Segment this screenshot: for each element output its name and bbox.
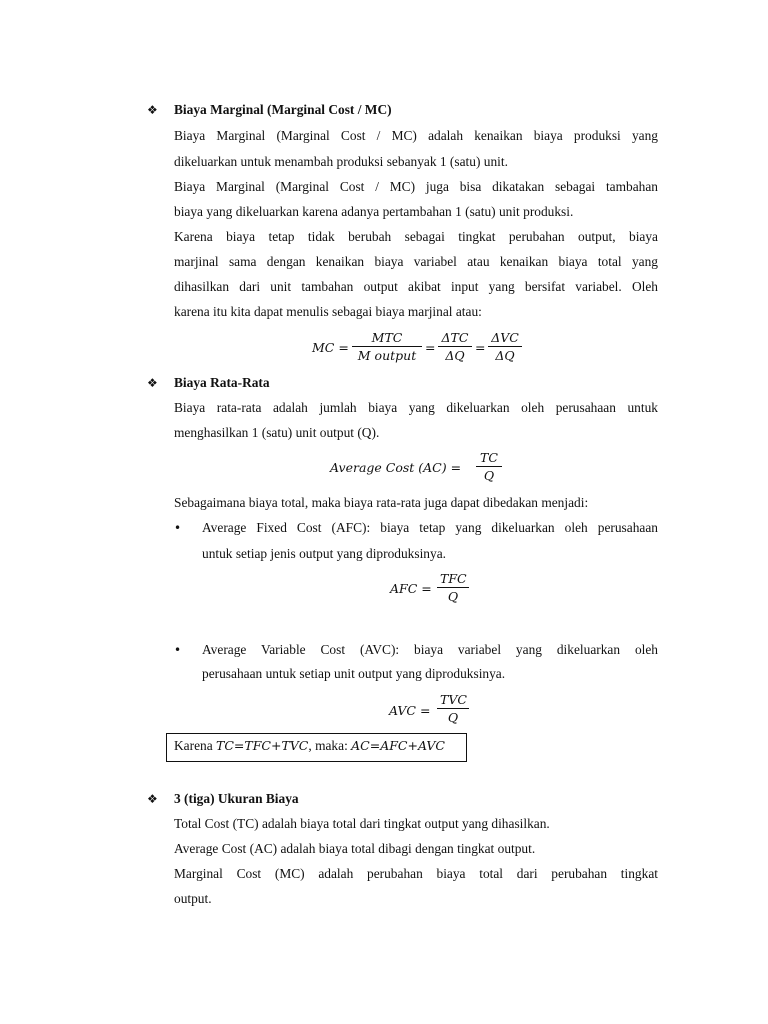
fraction-denominator: Q	[447, 589, 459, 604]
fraction-mtc-over-moutput	[352, 330, 422, 363]
paragraph-line: karena itu kita dapat menulis sebagai biaya marjinal atau:	[174, 304, 482, 319]
fraction-numerator: MTC	[352, 330, 422, 347]
fraction-denominator: Q	[483, 468, 495, 483]
fraction-numerator: TFC	[437, 571, 469, 588]
paragraph-line: dikeluarkan untuk menambah produksi sebanyak 1 (satu) unit.	[174, 154, 508, 169]
paragraph-line: Marginal Cost (MC) adalah perubahan biaya total dari perubahan tingkat	[174, 866, 658, 881]
paragraph-line: output.	[174, 891, 212, 906]
formula-equals: =	[475, 340, 486, 355]
paragraph-line: biaya yang dikeluarkan karena adanya pertambahan 1 (satu) unit produksi.	[174, 204, 574, 219]
fraction-numerator: ΔTC	[438, 330, 472, 347]
formula-ac-lhs: Average Cost (AC) =	[330, 460, 462, 475]
fraction-numerator: TVC	[437, 692, 469, 709]
list-item-line: Average Fixed Cost (AFC): biaya tetap yang dikeluarkan oleh perusahaan	[202, 520, 658, 535]
paragraph-line: menghasilkan 1 (satu) unit output (Q).	[174, 425, 380, 440]
fraction-denominator: M output	[357, 348, 417, 363]
formula-equals: =	[425, 340, 436, 355]
fraction-denominator: Q	[447, 710, 459, 725]
fraction-tc-over-q	[476, 450, 502, 483]
list-item-line: Average Variable Cost (AVC): biaya variabel yang dikeluarkan oleh	[202, 642, 658, 657]
fraction-dtc-over-dq	[438, 330, 472, 363]
fraction-numerator: ΔVC	[488, 330, 522, 347]
fraction-denominator: ΔQ	[445, 348, 465, 363]
relation-equation-tc: TC=TFC+TVC	[216, 738, 309, 753]
fraction-tvc-over-q	[437, 692, 469, 725]
round-bullet-icon: •	[174, 643, 182, 657]
fraction-tfc-over-q	[437, 571, 469, 604]
paragraph-line: dihasilkan dari unit tambahan output akibat input yang bersifat variabel. Oleh	[174, 279, 658, 294]
diamond-bullet-icon: ❖	[147, 103, 158, 117]
relation-prefix: Karena	[174, 738, 217, 753]
paragraph-line: Sebagaimana biaya total, maka biaya rata-rata juga dapat dibedakan menjadi:	[174, 495, 589, 510]
formula-afc-lhs: AFC =	[390, 581, 432, 596]
formula-mc-lhs: MC =	[312, 340, 349, 355]
paragraph-line: Average Cost (AC) adalah biaya total dibagi dengan tingkat output.	[174, 841, 536, 856]
diamond-bullet-icon: ❖	[147, 376, 158, 390]
fraction-dvc-over-dq	[488, 330, 522, 363]
round-bullet-icon: •	[174, 521, 182, 535]
section-heading-average-cost: Biaya Rata-Rata	[174, 375, 270, 390]
paragraph-line: Biaya Marginal (Marginal Cost / MC) juga bisa dikatakan sebagai tambahan	[174, 179, 658, 194]
diamond-bullet-icon: ❖	[147, 792, 158, 806]
list-item-line: untuk setiap jenis output yang diproduksinya.	[202, 546, 446, 561]
section-heading-marginal-cost: Biaya Marginal (Marginal Cost / MC)	[174, 102, 392, 117]
paragraph-line: Karena biaya tetap tidak berubah sebagai tingkat perubahan output, biaya	[174, 229, 658, 244]
relation-middle: , maka:	[308, 738, 352, 753]
paragraph-line: Biaya Marginal (Marginal Cost / MC) adalah kenaikan biaya produksi yang	[174, 128, 658, 143]
paragraph-line: Total Cost (TC) adalah biaya total dari tingkat output yang dihasilkan.	[174, 816, 550, 831]
formula-avc-lhs: AVC =	[389, 703, 431, 718]
list-item-line: perusahaan untuk setiap unit output yang diproduksinya.	[202, 666, 506, 681]
relation-equation-ac: AC=AFC+AVC	[351, 738, 445, 753]
paragraph-line: marjinal sama dengan kenaikan biaya variabel atau kenaikan biaya total yang	[174, 254, 658, 269]
fraction-denominator: ΔQ	[495, 348, 515, 363]
paragraph-line: Biaya rata-rata adalah jumlah biaya yang dikeluarkan oleh perusahaan untuk	[174, 400, 658, 415]
fraction-numerator: TC	[476, 450, 502, 467]
section-heading-cost-measures: 3 (tiga) Ukuran Biaya	[174, 791, 299, 806]
relation-box-text	[174, 738, 445, 754]
